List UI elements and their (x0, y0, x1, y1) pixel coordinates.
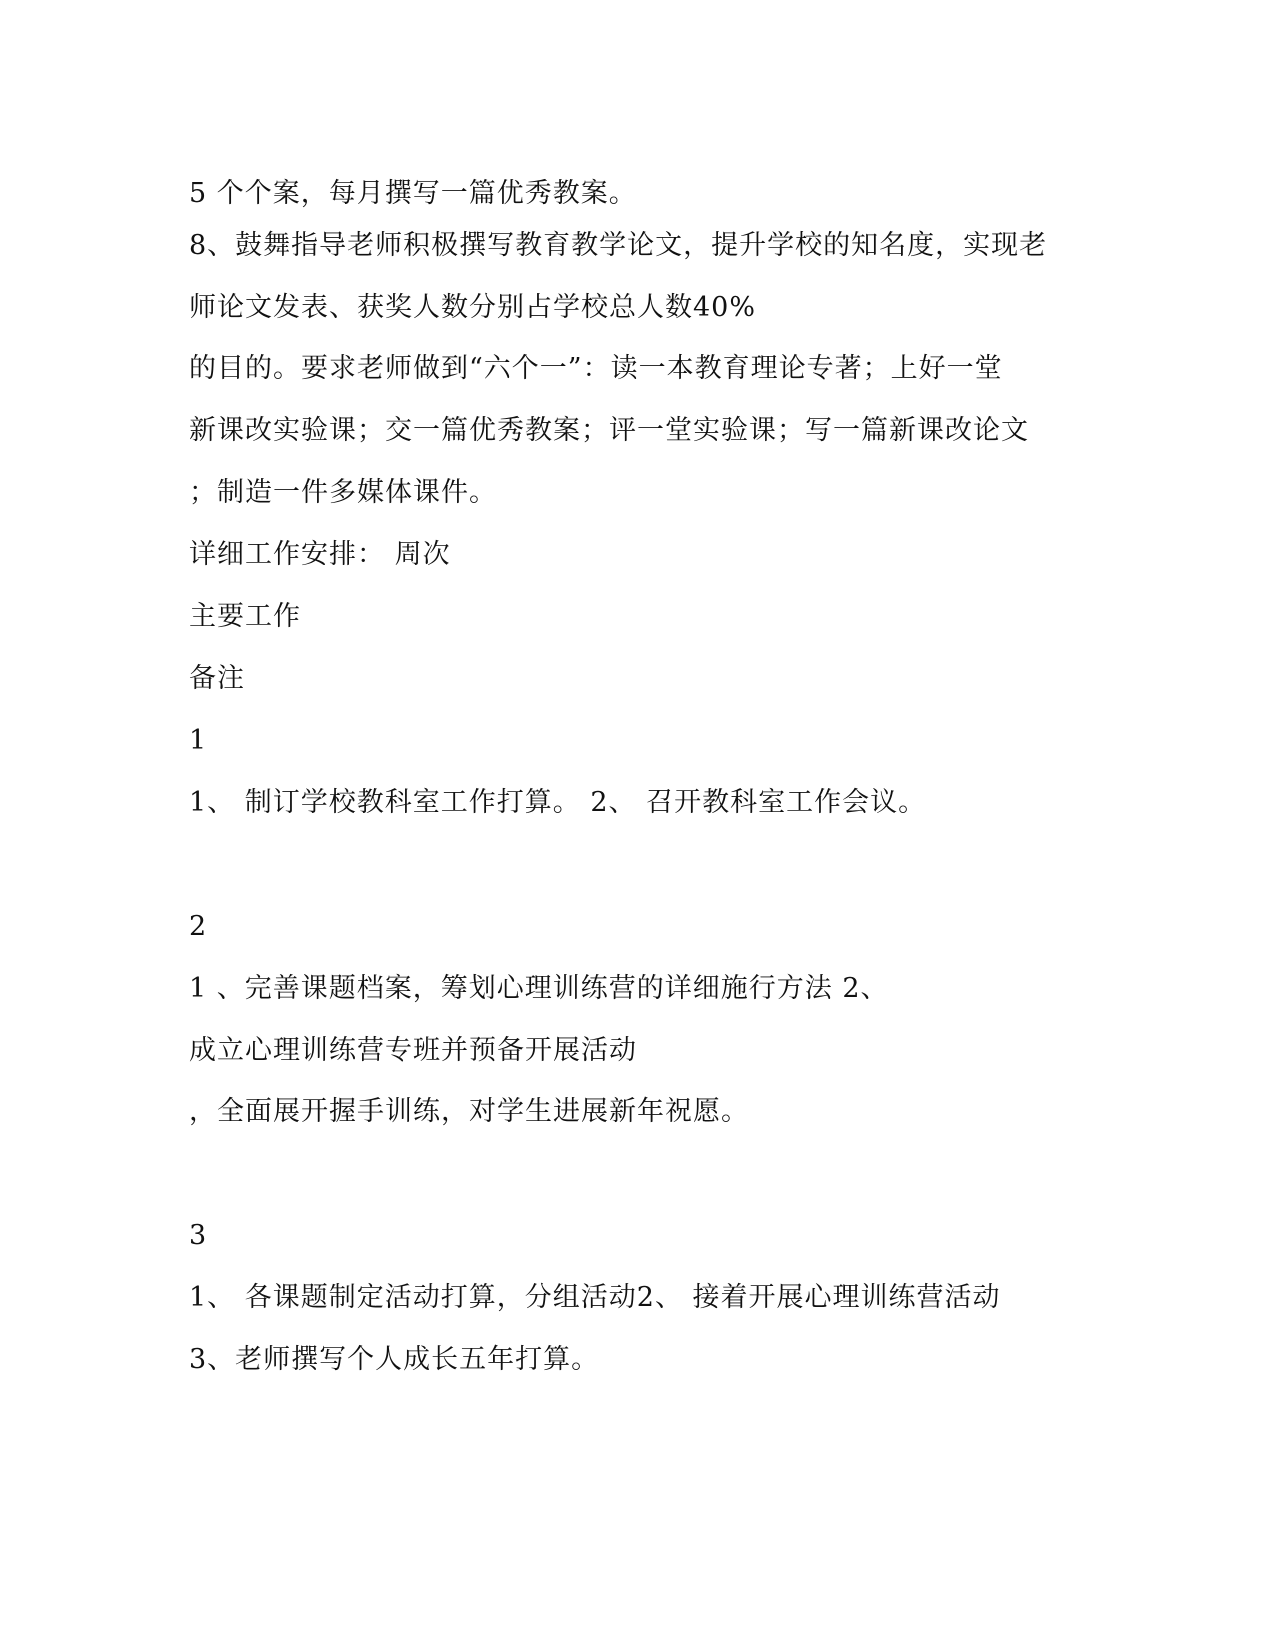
text-line-case-writing: 5 个个案，每月撰写一篇优秀教案。 (189, 178, 637, 209)
week-number-1: 1 (189, 725, 208, 756)
text-line-item-8: 8、鼓舞指导老师积极撰写教育教学论文，提升学校的知名度，实现老 (189, 230, 1048, 261)
week-number-3: 3 (189, 1220, 208, 1251)
week-2-tasks-cont: 成立心理训练营专班并预备开展活动 (189, 1035, 637, 1066)
text-line-six-ones-cont: 新课改实验课；交一篇优秀教案；评一堂实验课；写一篇新课改论文 (189, 415, 1029, 446)
week-3-tasks: 1、 各课题制定活动打算，分组活动2、 接着开展心理训练营活动 (189, 1282, 1001, 1313)
column-main-work: 主要工作 (189, 601, 301, 632)
text-line-six-ones-end: ；制造一件多媒体课件。 (189, 477, 497, 508)
column-remarks: 备注 (189, 663, 245, 694)
text-line-six-ones: 的目的。要求老师做到“六个一”：读一本教育理论专著；上好一堂 (189, 353, 1003, 384)
week-1-tasks: 1、 制订学校教科室工作打算。 2、 召开教科室工作会议。 (189, 787, 927, 818)
week-number-2: 2 (189, 911, 208, 942)
text-line-item-8-cont: 师论文发表、获奖人数分别占学校总人数40% (189, 292, 757, 323)
week-3-tasks-cont: 3、老师撰写个人成长五年打算。 (189, 1344, 600, 1375)
week-2-tasks-end: ，全面展开握手训练，对学生进展新年祝愿。 (189, 1096, 749, 1127)
schedule-heading: 详细工作安排： 周次 (189, 539, 451, 570)
week-2-tasks: 1 、完善课题档案，筹划心理训练营的详细施行方法 2、 (189, 973, 889, 1004)
